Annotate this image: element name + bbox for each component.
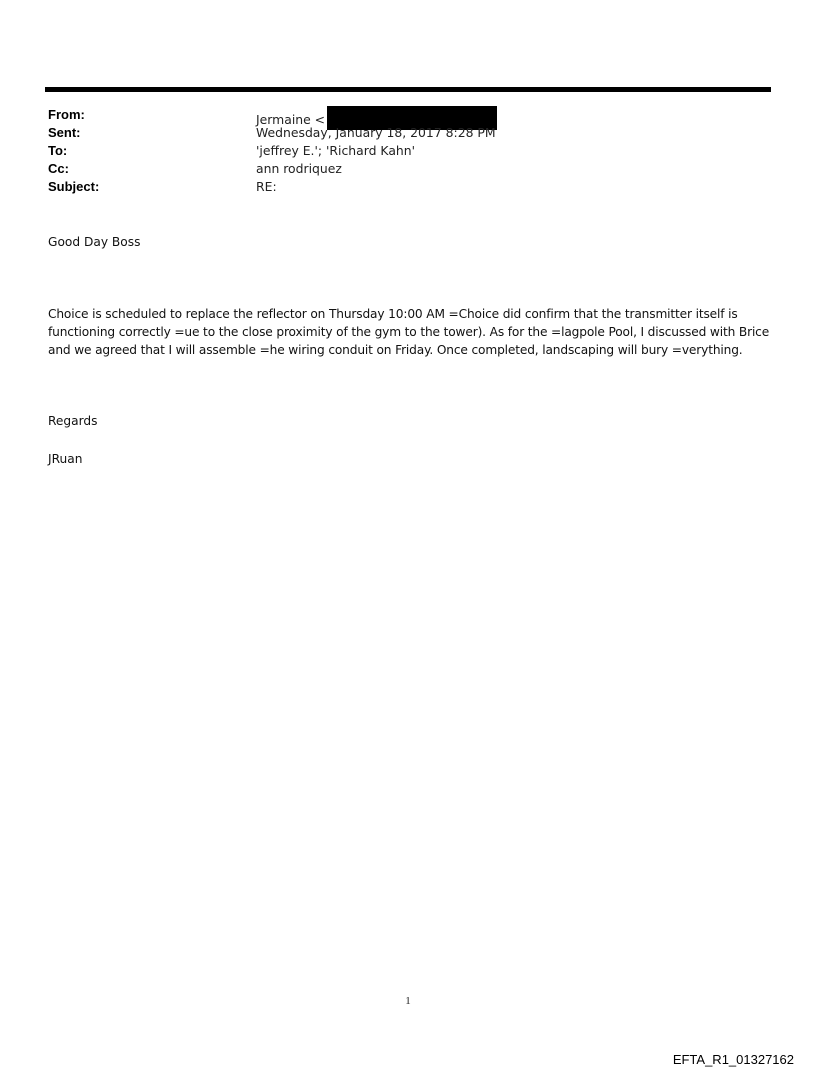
to-value: 'jeffrey E.'; 'Richard Kahn' [256,143,416,158]
sent-label: Sent: [48,125,81,140]
subject-label: Subject: [48,179,100,194]
page-number: 1 [405,995,411,1007]
greeting: Good Day Boss [48,235,141,249]
subject-value: RE: [256,179,277,194]
body-paragraph: Choice is scheduled to replace the reflector on Thursday 10:00 AM =Choice did confirm that the transmitter itself is functioning correctly =ue to the close proximity of the gym to the tower). As for the =lagpole Pool, I discussed with Brice and we agreed that I will assemble =he wiring conduit on Friday. Once completed, landscaping will bury =verything. [48,307,770,357]
signature: JRuan [48,452,83,466]
cc-label: Cc: [48,161,69,176]
closing: Regards [48,414,98,428]
from-label: From: [48,107,85,122]
cc-value: ann rodriquez [256,161,342,176]
sent-value: Wednesday, January 18, 2017 8:28 PM [256,125,496,140]
sent-row [48,124,768,142]
sender-name: Jermaine < [256,112,326,127]
subject-row [48,178,768,196]
to-row [48,142,768,160]
to-label: To: [48,143,68,158]
document-id: EFTA_R1_01327162 [672,1052,794,1067]
header-divider [45,87,771,92]
cc-row [48,160,768,178]
from-row [48,106,768,127]
